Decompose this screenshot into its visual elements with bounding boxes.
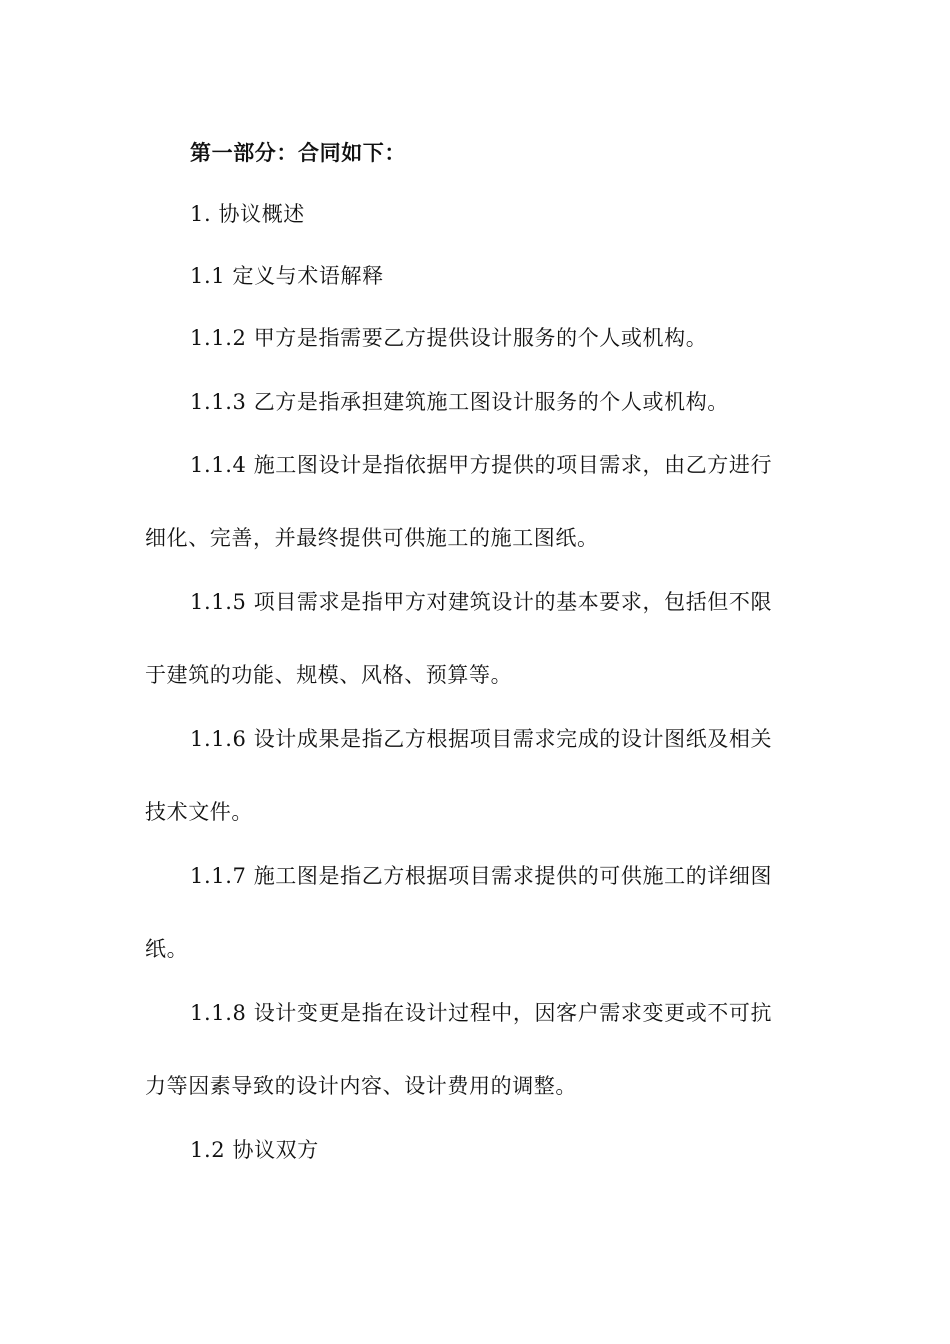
- clause-1-1-8-line-2: 力等因素导致的设计内容、设计费用的调整。: [145, 1074, 577, 1098]
- clause-1-1-8-line-1: 1.1.8 设计变更是指在设计过程中，因客户需求变更或不可抗: [190, 1001, 773, 1025]
- clause-1-1-4-line-1: 1.1.4 施工图设计是指依据甲方提供的项目需求，由乙方进行: [190, 453, 773, 477]
- clause-1-title: 1. 协议概述: [190, 202, 305, 226]
- clause-1-1-6-line-2: 技术文件。: [145, 800, 253, 824]
- clause-1-1-6-line-1: 1.1.6 设计成果是指乙方根据项目需求完成的设计图纸及相关: [190, 727, 773, 751]
- clause-1-1-7-line-1: 1.1.7 施工图是指乙方根据项目需求提供的可供施工的详细图: [190, 864, 773, 888]
- clause-1-2-title: 1.2 协议双方: [190, 1138, 319, 1162]
- clause-1-1-7-line-2: 纸。: [145, 937, 189, 961]
- section-heading: 第一部分：合同如下：: [190, 141, 406, 165]
- clause-1-1-5-line-2: 于建筑的功能、规模、风格、预算等。: [145, 663, 513, 687]
- clause-1-1-4-line-2: 细化、完善，并最终提供可供施工的施工图纸。: [145, 526, 599, 550]
- clause-1-1-3: 1.1.3 乙方是指承担建筑施工图设计服务的个人或机构。: [190, 390, 729, 414]
- clause-1-1-title: 1.1 定义与术语解释: [190, 264, 384, 288]
- clause-1-1-5-line-1: 1.1.5 项目需求是指甲方对建筑设计的基本要求，包括但不限: [190, 590, 773, 614]
- clause-1-1-2: 1.1.2 甲方是指需要乙方提供设计服务的个人或机构。: [190, 326, 708, 350]
